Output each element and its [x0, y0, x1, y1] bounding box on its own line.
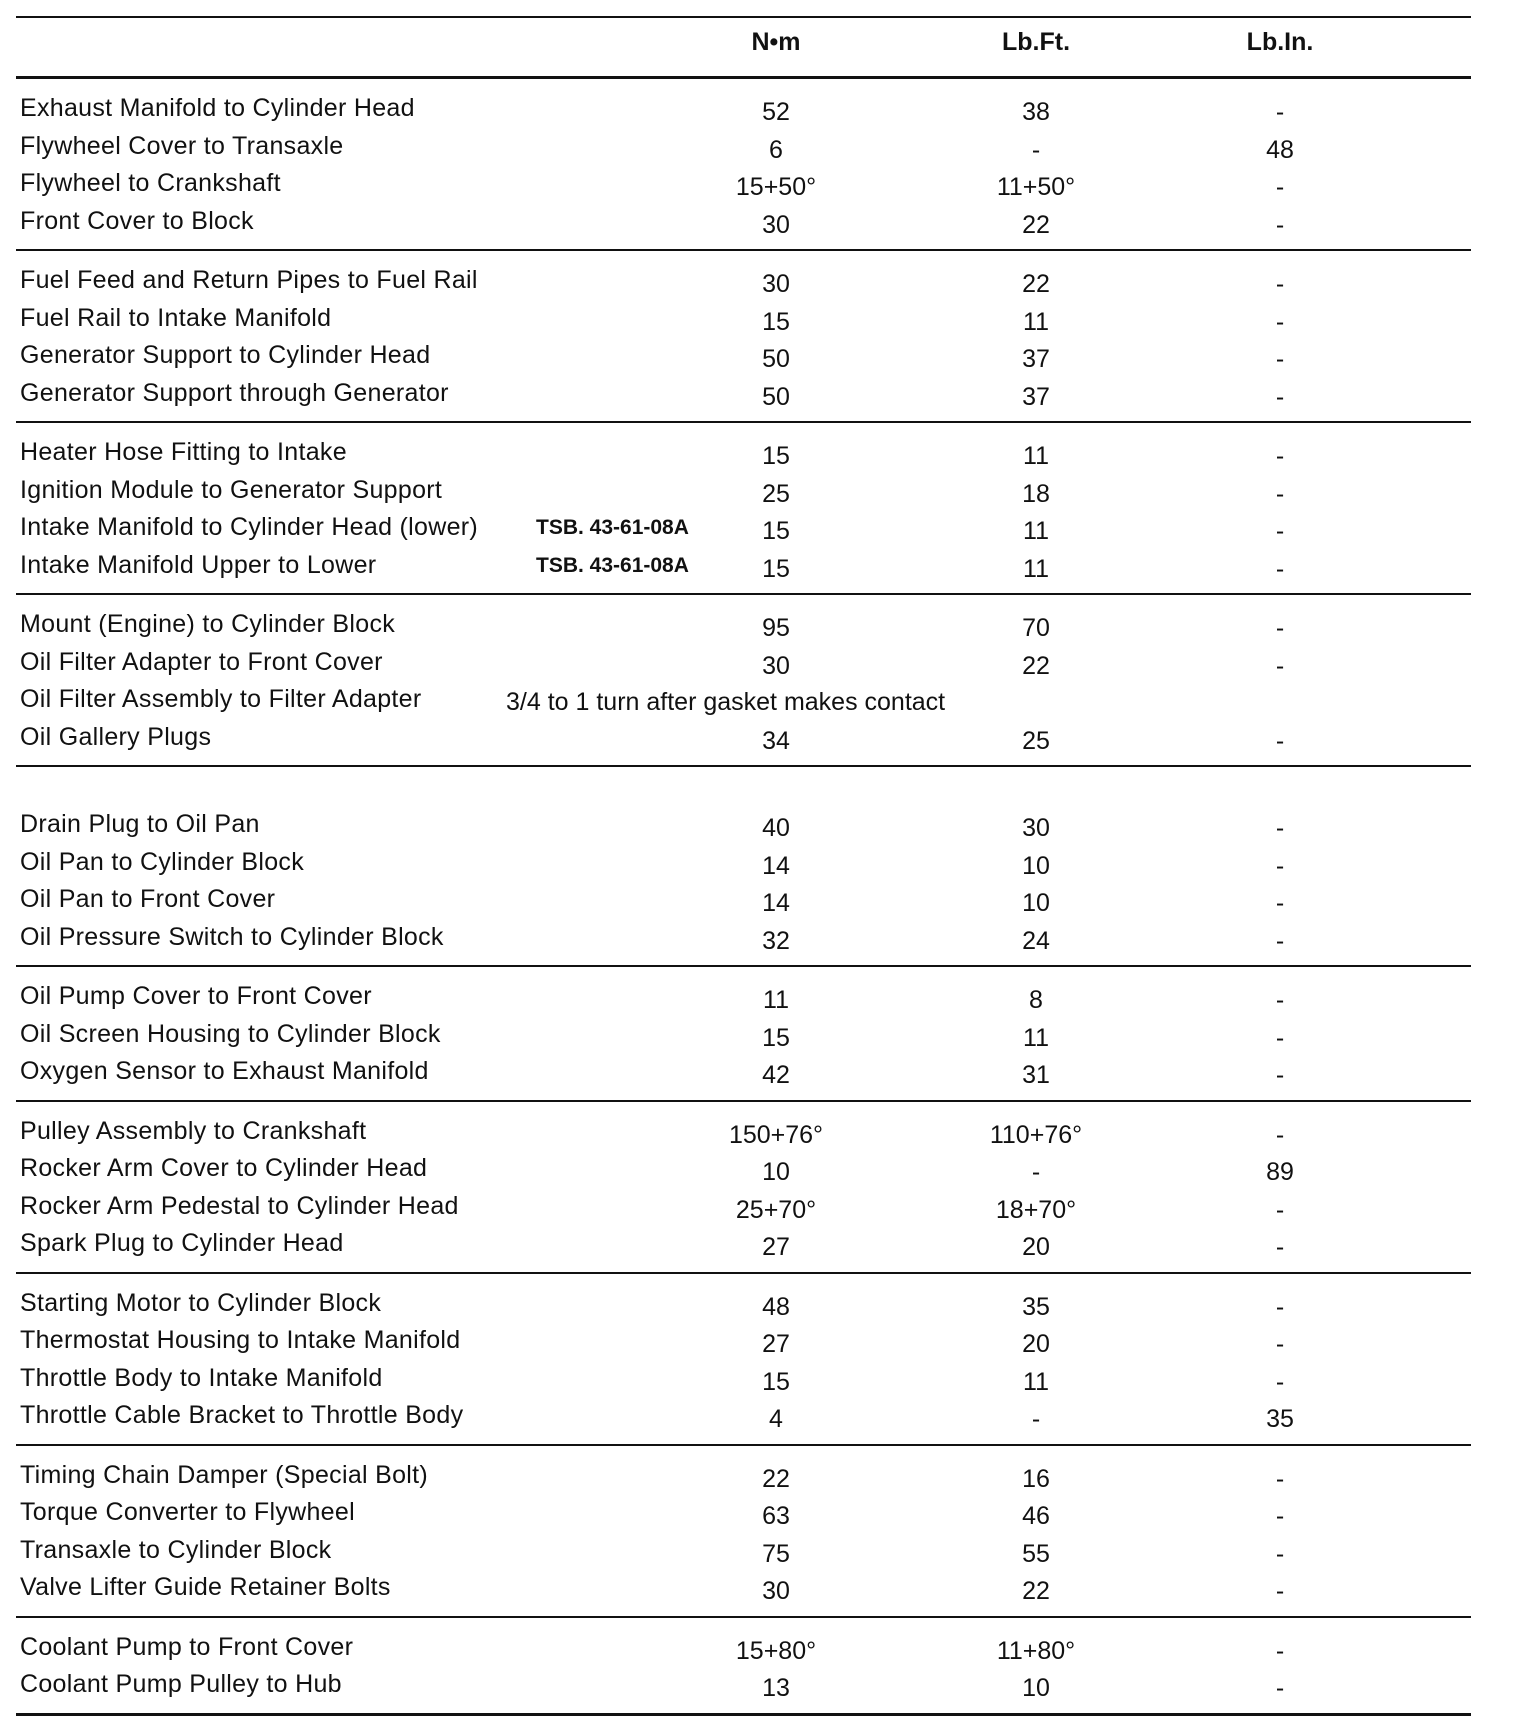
row-description: Pulley Assembly to Crankshaft [20, 1116, 367, 1145]
table-row [16, 473, 1471, 511]
table-row [16, 510, 1471, 548]
table-body [16, 79, 1471, 1716]
table-row [16, 1570, 1471, 1608]
row-description: Fuel Rail to Intake Manifold [20, 303, 332, 332]
value-lbft: 24 [1022, 926, 1050, 955]
value-nm: 15 [762, 1367, 790, 1396]
table-row [16, 979, 1471, 1017]
value-lbin: - [1275, 926, 1285, 955]
value-lbft: 22 [1022, 210, 1050, 239]
value-nm: 75 [762, 1539, 790, 1568]
value-lbft: 31 [1022, 1061, 1050, 1089]
value-lbin: - [1275, 1292, 1285, 1321]
row-group [16, 79, 1471, 251]
value-lbin: - [1275, 1464, 1285, 1493]
value-lbin: - [1275, 1023, 1285, 1052]
table-row [16, 1054, 1471, 1092]
row-description: Flywheel Cover to Transaxle [20, 131, 344, 160]
value-nm: 30 [762, 210, 790, 239]
row-description: Thermostat Housing to Intake Manifold [20, 1326, 461, 1354]
value-lbft: 11 [1023, 442, 1049, 470]
value-lbft: 18+70° [995, 1195, 1077, 1224]
table-row [16, 204, 1471, 242]
value-lbin: - [1275, 270, 1285, 298]
row-description: Throttle Body to Intake Manifold [20, 1363, 383, 1392]
table-row [16, 338, 1471, 376]
value-nm: 150+76° [728, 1120, 824, 1149]
row-group [16, 251, 1471, 423]
value-nm: 4 [769, 1405, 783, 1433]
table-row [16, 1667, 1471, 1705]
value-nm: 15 [762, 517, 790, 545]
row-group [16, 595, 1471, 767]
row-description: Timing Chain Damper (Special Bolt) [20, 1460, 429, 1489]
value-lbft: 11 [1023, 1023, 1049, 1052]
value-nm: 52 [762, 98, 790, 126]
value-nm: 11 [763, 986, 789, 1014]
value-lbft: - [1031, 135, 1041, 164]
value-lbin: - [1275, 814, 1285, 842]
value-lbin: - [1275, 554, 1285, 583]
value-nm: 14 [762, 889, 790, 917]
value-lbin: - [1275, 1636, 1285, 1665]
table-row [16, 376, 1471, 414]
row-description: Torque Converter to Flywheel [20, 1498, 355, 1526]
value-lbft: 20 [1022, 1330, 1050, 1358]
value-nm: 15+80° [735, 1636, 817, 1665]
row-description: Spark Plug to Cylinder Head [20, 1229, 344, 1257]
value-nm: 32 [762, 926, 790, 955]
row-group [16, 1618, 1471, 1716]
table-row [16, 1286, 1471, 1324]
value-nm: 14 [762, 851, 790, 880]
value-nm: 27 [762, 1330, 790, 1358]
row-group [16, 1274, 1471, 1446]
value-lbft: 37 [1022, 382, 1050, 411]
value-nm: 10 [762, 1158, 790, 1186]
table-row [16, 720, 1471, 758]
value-lbft: 11+50° [996, 173, 1076, 201]
table-row [16, 1361, 1471, 1399]
value-nm: 25+70° [735, 1195, 817, 1224]
value-nm: 15 [762, 554, 790, 583]
table-row [16, 1323, 1471, 1361]
table-header [16, 16, 1471, 79]
value-lbin: 35 [1266, 1405, 1294, 1433]
value-lbin: - [1275, 173, 1285, 201]
row-description: Oil Pressure Switch to Cylinder Block [20, 922, 444, 951]
table-row [16, 1458, 1471, 1496]
value-lbft: 8 [1029, 986, 1043, 1014]
value-lbin: - [1275, 1061, 1285, 1089]
row-description: Coolant Pump Pulley to Hub [20, 1670, 342, 1698]
value-lbft: 38 [1022, 98, 1050, 126]
table-row [16, 1630, 1471, 1668]
value-nm: 42 [762, 1061, 790, 1089]
value-nm: 48 [762, 1292, 790, 1321]
table-row [16, 435, 1471, 473]
table-row [16, 845, 1471, 883]
value-nm: 27 [762, 1233, 790, 1261]
value-lbin: - [1275, 1577, 1285, 1605]
table-row [16, 1398, 1471, 1436]
value-nm: 6 [769, 135, 783, 164]
value-lbft: 11+80° [996, 1636, 1076, 1665]
row-description: Oil Filter Adapter to Front Cover [20, 647, 383, 676]
value-lbft: 37 [1022, 345, 1050, 373]
row-description: Generator Support through Generator [20, 378, 449, 407]
value-nm: 95 [762, 614, 790, 642]
value-nm: 13 [762, 1674, 790, 1702]
row-description: Rocker Arm Pedestal to Cylinder Head [20, 1191, 459, 1220]
table-row [16, 91, 1471, 129]
value-lbft: 11 [1023, 307, 1049, 336]
row-description: Valve Lifter Guide Retainer Bolts [20, 1573, 391, 1601]
value-lbin: - [1275, 210, 1285, 239]
row-group [16, 423, 1471, 595]
value-lbft: 20 [1022, 1233, 1050, 1261]
table-row [16, 807, 1471, 845]
value-lbin: - [1275, 1120, 1285, 1149]
row-group [16, 967, 1471, 1102]
value-lbin: - [1275, 851, 1285, 880]
row-description: Coolant Pump to Front Cover [20, 1632, 354, 1661]
value-lbin: - [1275, 1195, 1285, 1224]
row-description: Front Cover to Block [20, 206, 254, 235]
row-description: Oil Pan to Cylinder Block [20, 847, 305, 876]
value-nm: 40 [762, 814, 790, 842]
row-description: Oil Gallery Plugs [20, 722, 212, 751]
column-header-nm: N•m [751, 28, 801, 56]
column-header-lbft: Lb.Ft. [1001, 28, 1071, 56]
value-lbft: - [1031, 1158, 1041, 1186]
value-lbin: 89 [1266, 1158, 1294, 1186]
value-lbft: 35 [1022, 1292, 1050, 1321]
value-lbin: - [1275, 1674, 1285, 1702]
value-nm: 15 [762, 1023, 790, 1052]
value-lbft: 55 [1022, 1539, 1050, 1568]
row-description: Drain Plug to Oil Pan [20, 810, 260, 838]
value-lbin: - [1275, 442, 1285, 470]
value-lbin: - [1275, 307, 1285, 336]
value-nm: 34 [762, 726, 790, 755]
value-lbin: - [1275, 1539, 1285, 1568]
value-lbin: - [1275, 726, 1285, 755]
tsb-reference: TSB. 43-61-08A [536, 516, 689, 539]
value-lbin: - [1275, 517, 1285, 545]
value-lbft: 11 [1023, 1367, 1049, 1396]
row-description: Oxygen Sensor to Exhaust Manifold [20, 1057, 429, 1085]
table-row [16, 548, 1471, 586]
value-lbin: - [1275, 614, 1285, 642]
table-row [16, 1533, 1471, 1571]
value-lbin: - [1275, 1330, 1285, 1358]
value-lbft: 22 [1022, 651, 1050, 680]
value-lbin: 48 [1266, 135, 1294, 164]
table-row [16, 1151, 1471, 1189]
value-lbft: 10 [1022, 1674, 1050, 1702]
value-nm: 22 [762, 1464, 790, 1493]
value-nm: 30 [762, 1577, 790, 1605]
table-row [16, 920, 1471, 958]
row-description: Flywheel to Crankshaft [20, 169, 281, 197]
row-description: Exhaust Manifold to Cylinder Head [20, 94, 415, 122]
table-row [16, 263, 1471, 301]
row-description: Heater Hose Fitting to Intake [20, 438, 347, 466]
value-lbin: - [1275, 986, 1285, 1014]
row-description: Fuel Feed and Return Pipes to Fuel Rail [20, 266, 478, 294]
value-lbin: - [1275, 1233, 1285, 1261]
value-nm: 15 [762, 442, 790, 470]
value-nm: 30 [762, 270, 790, 298]
value-lbft: 25 [1022, 726, 1050, 755]
value-lbin: - [1275, 345, 1285, 373]
table-row [16, 607, 1471, 645]
value-lbin: - [1275, 1502, 1285, 1530]
torque-spec-table [16, 16, 1471, 1716]
value-nm: 15 [762, 307, 790, 336]
value-nm: 30 [762, 651, 790, 680]
value-lbft: 70 [1022, 614, 1050, 642]
row-description: Generator Support to Cylinder Head [20, 341, 431, 369]
value-lbin: - [1275, 479, 1285, 508]
table-row [16, 1226, 1471, 1264]
row-description: Oil Pan to Front Cover [20, 885, 276, 913]
table-row [16, 166, 1471, 204]
value-lbft: - [1031, 1405, 1041, 1433]
value-lbft: 11 [1023, 517, 1049, 545]
value-lbin: - [1275, 382, 1285, 411]
row-description: Mount (Engine) to Cylinder Block [20, 610, 396, 638]
row-group [16, 1446, 1471, 1618]
row-description: Throttle Cable Bracket to Throttle Body [20, 1401, 464, 1429]
value-lbft: 10 [1022, 851, 1050, 880]
table-row [16, 645, 1471, 683]
value-lbft: 22 [1022, 270, 1050, 298]
value-nm: 50 [762, 382, 790, 411]
table-row [16, 682, 1471, 720]
value-lbft: 10 [1022, 889, 1050, 917]
row-group [16, 1102, 1471, 1274]
table-row [16, 1495, 1471, 1533]
value-lbin: - [1275, 98, 1285, 126]
table-row [16, 1189, 1471, 1227]
row-description: Starting Motor to Cylinder Block [20, 1288, 382, 1317]
value-lbft: 110+76° [989, 1120, 1083, 1149]
value-lbft: 22 [1022, 1577, 1050, 1605]
value-lbin: - [1275, 889, 1285, 917]
row-description: Intake Manifold to Cylinder Head (lower) [20, 513, 479, 541]
value-lbft: 30 [1022, 814, 1050, 842]
row-description: Ignition Module to Generator Support [20, 475, 443, 504]
table-row [16, 1017, 1471, 1055]
value-lbft: 46 [1022, 1502, 1050, 1530]
row-description: Rocker Arm Cover to Cylinder Head [20, 1154, 428, 1182]
row-group [16, 767, 1471, 967]
table-row [16, 882, 1471, 920]
row-description: Oil Screen Housing to Cylinder Block [20, 1019, 441, 1048]
value-nm: 25 [762, 479, 790, 508]
value-nm: 50 [762, 345, 790, 373]
table-row [16, 301, 1471, 339]
value-lbin: - [1275, 1367, 1285, 1396]
value-lbft: 16 [1022, 1464, 1050, 1493]
value-lbft: 11 [1023, 554, 1049, 583]
row-description: Transaxle to Cylinder Block [20, 1535, 332, 1564]
row-description: Oil Filter Assembly to Filter Adapter [20, 685, 422, 713]
row-note: 3/4 to 1 turn after gasket makes contact [506, 688, 946, 716]
row-description: Intake Manifold Upper to Lower [20, 550, 377, 579]
value-lbin: - [1275, 651, 1285, 680]
table-row [16, 1114, 1471, 1152]
row-description: Oil Pump Cover to Front Cover [20, 982, 372, 1010]
value-nm: 63 [762, 1502, 790, 1530]
column-header-lbin: Lb.In. [1246, 28, 1314, 56]
value-nm: 15+50° [735, 173, 817, 201]
value-lbft: 18 [1022, 479, 1050, 508]
table-row [16, 129, 1471, 167]
tsb-reference: TSB. 43-61-08A [536, 553, 689, 577]
